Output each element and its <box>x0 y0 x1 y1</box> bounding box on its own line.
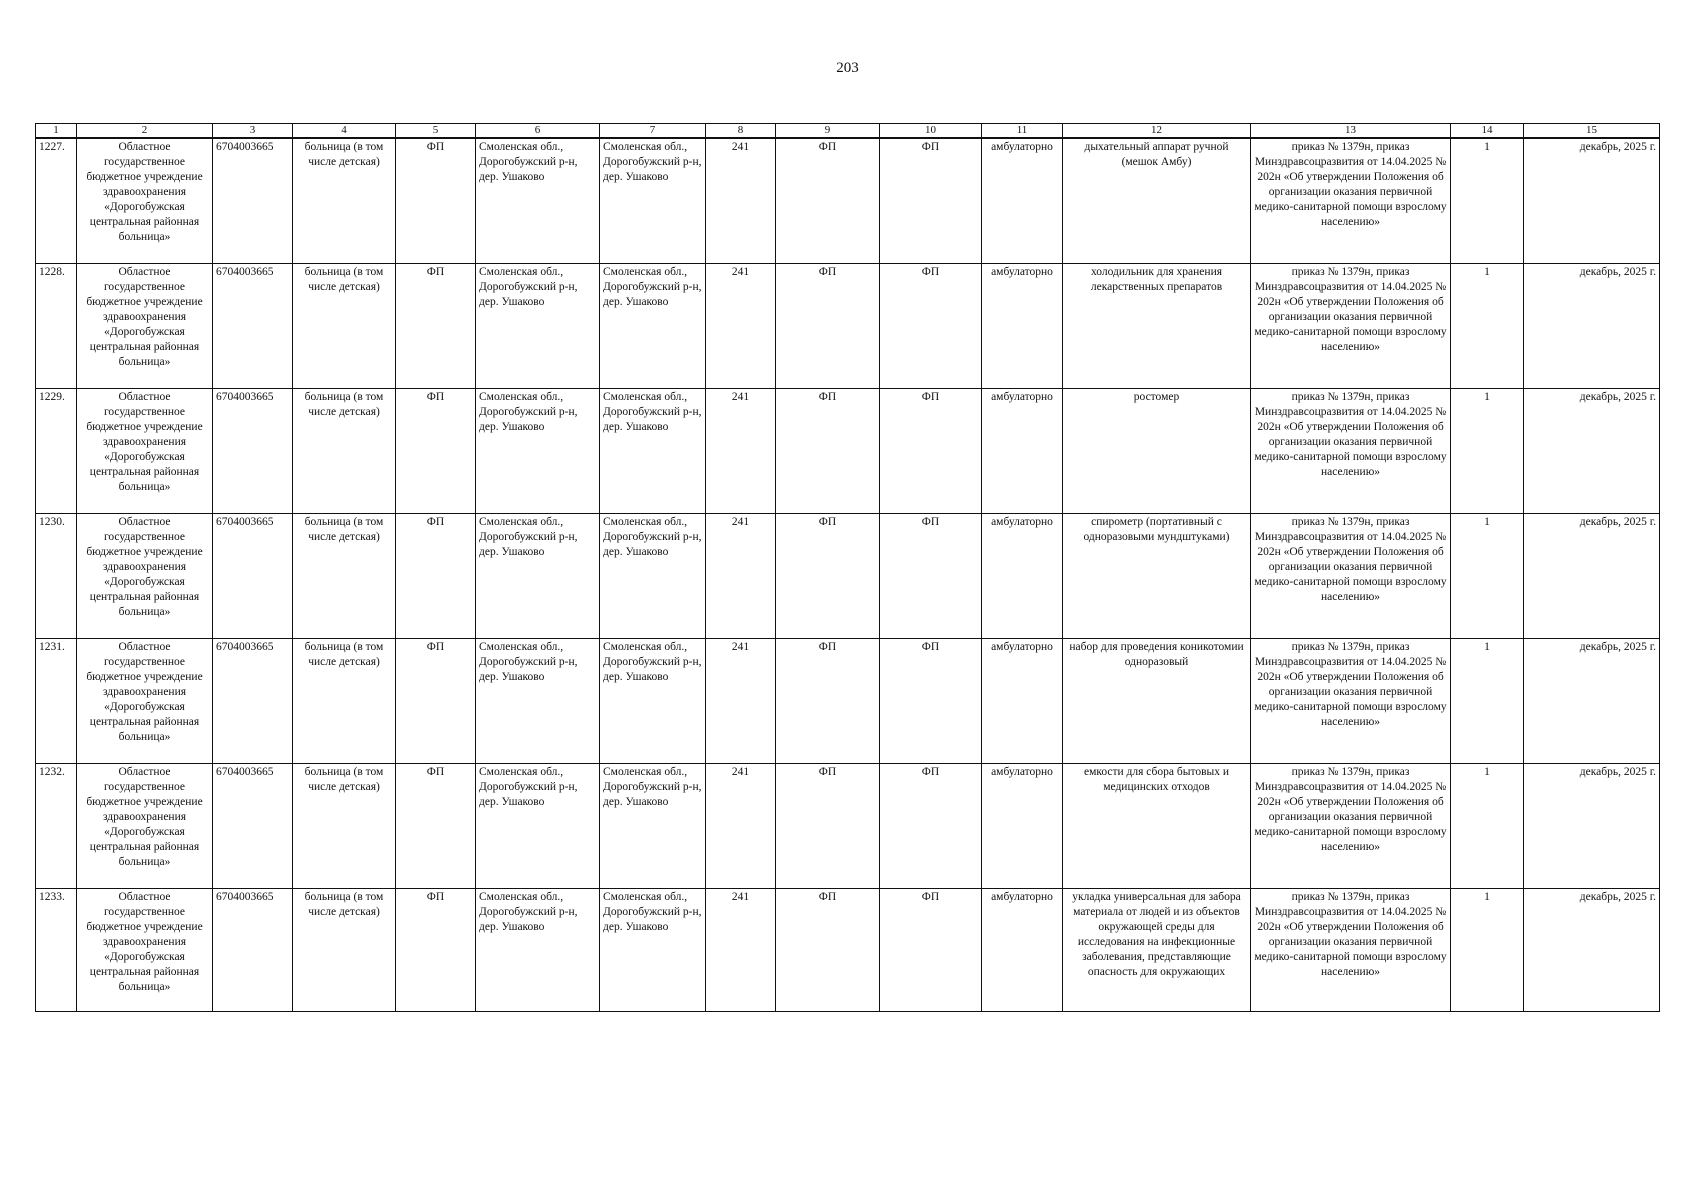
equipment-name: набор для проведения коникотомии одноразовый <box>1063 638 1251 763</box>
organization-name: Областное государственное бюджетное учреждение здравоохранения «Дорогобужская центральная районная больница» <box>77 138 213 263</box>
column-header: 4 <box>293 124 396 139</box>
quantity: 1 <box>1451 388 1524 513</box>
row-number: 1230. <box>36 513 77 638</box>
equipment-name: холодильник для хранения лекарственных препаратов <box>1063 263 1251 388</box>
column-header: 14 <box>1451 124 1524 139</box>
facility-type: больница (в том числе детская) <box>293 263 396 388</box>
quantity: 1 <box>1451 888 1524 1011</box>
address-legal: Смоленская обл., Дорогобужский р-н, дер. Ушаково <box>476 388 600 513</box>
subdivision-type: ФП <box>776 638 880 763</box>
order-reference: приказ № 1379н, приказ Минздравсоцразвития от 14.04.2025 № 202н «Об утверждении Положения об организации оказания первичной медико-санитарной помощи взрослому населению» <box>1251 888 1451 1011</box>
facility-type: больница (в том числе детская) <box>293 388 396 513</box>
address-legal: Смоленская обл., Дорогобужский р-н, дер. Ушаково <box>476 513 600 638</box>
column-header: 13 <box>1251 124 1451 139</box>
deadline: декабрь, 2025 г. <box>1524 638 1660 763</box>
population-count: 241 <box>706 138 776 263</box>
table-row <box>36 513 1660 638</box>
subdivision-name: ФП <box>880 263 982 388</box>
deadline: декабрь, 2025 г. <box>1524 138 1660 263</box>
row-number: 1228. <box>36 263 77 388</box>
deadline: декабрь, 2025 г. <box>1524 888 1660 1011</box>
quantity: 1 <box>1451 263 1524 388</box>
table-row <box>36 888 1660 1011</box>
care-mode: амбулаторно <box>982 263 1063 388</box>
order-reference: приказ № 1379н, приказ Минздравсоцразвития от 14.04.2025 № 202н «Об утверждении Положения об организации оказания первичной медико-санитарной помощи взрослому населению» <box>1251 513 1451 638</box>
inn: 6704003665 <box>213 263 293 388</box>
subdivision-type: ФП <box>776 263 880 388</box>
deadline: декабрь, 2025 г. <box>1524 513 1660 638</box>
inn: 6704003665 <box>213 388 293 513</box>
organization-name: Областное государственное бюджетное учреждение здравоохранения «Дорогобужская центральная районная больница» <box>77 388 213 513</box>
column-header: 15 <box>1524 124 1660 139</box>
facility-type: больница (в том числе детская) <box>293 638 396 763</box>
address-actual: Смоленская обл., Дорогобужский р-н, дер. Ушаково <box>600 388 706 513</box>
address-legal: Смоленская обл., Дорогобужский р-н, дер. Ушаково <box>476 138 600 263</box>
table-row <box>36 638 1660 763</box>
facility-type: больница (в том числе детская) <box>293 138 396 263</box>
address-actual: Смоленская обл., Дорогобужский р-н, дер. Ушаково <box>600 888 706 1011</box>
address-actual: Смоленская обл., Дорогобужский р-н, дер. Ушаково <box>600 638 706 763</box>
quantity: 1 <box>1451 138 1524 263</box>
table-row <box>36 263 1660 388</box>
row-number: 1232. <box>36 763 77 888</box>
organization-name: Областное государственное бюджетное учреждение здравоохранения «Дорогобужская центральная районная больница» <box>77 513 213 638</box>
column-header: 2 <box>77 124 213 139</box>
quantity: 1 <box>1451 513 1524 638</box>
population-count: 241 <box>706 888 776 1011</box>
equipment-table <box>35 123 1660 1012</box>
column-header: 7 <box>600 124 706 139</box>
care-mode: амбулаторно <box>982 888 1063 1011</box>
facility-type: больница (в том числе детская) <box>293 513 396 638</box>
unit-type: ФП <box>396 263 476 388</box>
equipment-name: спирометр (портативный с одноразовыми мундштуками) <box>1063 513 1251 638</box>
order-reference: приказ № 1379н, приказ Минздравсоцразвития от 14.04.2025 № 202н «Об утверждении Положения об организации оказания первичной медико-санитарной помощи взрослому населению» <box>1251 763 1451 888</box>
subdivision-name: ФП <box>880 888 982 1011</box>
deadline: декабрь, 2025 г. <box>1524 263 1660 388</box>
address-legal: Смоленская обл., Дорогобужский р-н, дер. Ушаково <box>476 763 600 888</box>
inn: 6704003665 <box>213 513 293 638</box>
population-count: 241 <box>706 763 776 888</box>
unit-type: ФП <box>396 888 476 1011</box>
column-header: 6 <box>476 124 600 139</box>
subdivision-name: ФП <box>880 138 982 263</box>
address-actual: Смоленская обл., Дорогобужский р-н, дер. Ушаково <box>600 763 706 888</box>
column-header: 10 <box>880 124 982 139</box>
header-row <box>36 124 1660 139</box>
deadline: декабрь, 2025 г. <box>1524 388 1660 513</box>
quantity: 1 <box>1451 638 1524 763</box>
subdivision-name: ФП <box>880 638 982 763</box>
table-row <box>36 388 1660 513</box>
care-mode: амбулаторно <box>982 388 1063 513</box>
organization-name: Областное государственное бюджетное учреждение здравоохранения «Дорогобужская центральная районная больница» <box>77 888 213 1011</box>
subdivision-name: ФП <box>880 763 982 888</box>
row-number: 1233. <box>36 888 77 1011</box>
address-legal: Смоленская обл., Дорогобужский р-н, дер. Ушаково <box>476 888 600 1011</box>
address-legal: Смоленская обл., Дорогобужский р-н, дер. Ушаково <box>476 638 600 763</box>
row-number: 1229. <box>36 388 77 513</box>
quantity: 1 <box>1451 763 1524 888</box>
column-header: 5 <box>396 124 476 139</box>
subdivision-name: ФП <box>880 388 982 513</box>
subdivision-name: ФП <box>880 513 982 638</box>
address-actual: Смоленская обл., Дорогобужский р-н, дер. Ушаково <box>600 263 706 388</box>
care-mode: амбулаторно <box>982 513 1063 638</box>
subdivision-type: ФП <box>776 138 880 263</box>
column-header: 8 <box>706 124 776 139</box>
row-number: 1227. <box>36 138 77 263</box>
unit-type: ФП <box>396 638 476 763</box>
organization-name: Областное государственное бюджетное учреждение здравоохранения «Дорогобужская центральная районная больница» <box>77 638 213 763</box>
deadline: декабрь, 2025 г. <box>1524 763 1660 888</box>
organization-name: Областное государственное бюджетное учреждение здравоохранения «Дорогобужская центральная районная больница» <box>77 763 213 888</box>
page-number: 203 <box>836 60 859 76</box>
equipment-name: дыхательный аппарат ручной (мешок Амбу) <box>1063 138 1251 263</box>
equipment-name: емкости для сбора бытовых и медицинских отходов <box>1063 763 1251 888</box>
care-mode: амбулаторно <box>982 138 1063 263</box>
row-number: 1231. <box>36 638 77 763</box>
facility-type: больница (в том числе детская) <box>293 763 396 888</box>
column-header: 9 <box>776 124 880 139</box>
unit-type: ФП <box>396 513 476 638</box>
population-count: 241 <box>706 513 776 638</box>
facility-type: больница (в том числе детская) <box>293 888 396 1011</box>
equipment-name: ростомер <box>1063 388 1251 513</box>
column-header: 11 <box>982 124 1063 139</box>
order-reference: приказ № 1379н, приказ Минздравсоцразвития от 14.04.2025 № 202н «Об утверждении Положения об организации оказания первичной медико-санитарной помощи взрослому населению» <box>1251 263 1451 388</box>
subdivision-type: ФП <box>776 888 880 1011</box>
inn: 6704003665 <box>213 638 293 763</box>
unit-type: ФП <box>396 388 476 513</box>
order-reference: приказ № 1379н, приказ Минздравсоцразвития от 14.04.2025 № 202н «Об утверждении Положения об организации оказания первичной медико-санитарной помощи взрослому населению» <box>1251 638 1451 763</box>
unit-type: ФП <box>396 763 476 888</box>
care-mode: амбулаторно <box>982 638 1063 763</box>
subdivision-type: ФП <box>776 513 880 638</box>
order-reference: приказ № 1379н, приказ Минздравсоцразвития от 14.04.2025 № 202н «Об утверждении Положения об организации оказания первичной медико-санитарной помощи взрослому населению» <box>1251 138 1451 263</box>
column-header: 3 <box>213 124 293 139</box>
inn: 6704003665 <box>213 138 293 263</box>
address-legal: Смоленская обл., Дорогобужский р-н, дер. Ушаково <box>476 263 600 388</box>
inn: 6704003665 <box>213 888 293 1011</box>
table-row <box>36 763 1660 888</box>
population-count: 241 <box>706 263 776 388</box>
subdivision-type: ФП <box>776 388 880 513</box>
table-row <box>36 138 1660 263</box>
organization-name: Областное государственное бюджетное учреждение здравоохранения «Дорогобужская центральная районная больница» <box>77 263 213 388</box>
address-actual: Смоленская обл., Дорогобужский р-н, дер. Ушаково <box>600 138 706 263</box>
inn: 6704003665 <box>213 763 293 888</box>
subdivision-type: ФП <box>776 763 880 888</box>
equipment-name: укладка универсальная для забора материала от людей и из объектов окружающей среды для исследования на инфекционные заболевания, представляющие опасность для окружающих <box>1063 888 1251 1011</box>
population-count: 241 <box>706 638 776 763</box>
order-reference: приказ № 1379н, приказ Минздравсоцразвития от 14.04.2025 № 202н «Об утверждении Положения об организации оказания первичной медико-санитарной помощи взрослому населению» <box>1251 388 1451 513</box>
address-actual: Смоленская обл., Дорогобужский р-н, дер. Ушаково <box>600 513 706 638</box>
care-mode: амбулаторно <box>982 763 1063 888</box>
population-count: 241 <box>706 388 776 513</box>
column-header: 1 <box>36 124 77 139</box>
column-header: 12 <box>1063 124 1251 139</box>
unit-type: ФП <box>396 138 476 263</box>
